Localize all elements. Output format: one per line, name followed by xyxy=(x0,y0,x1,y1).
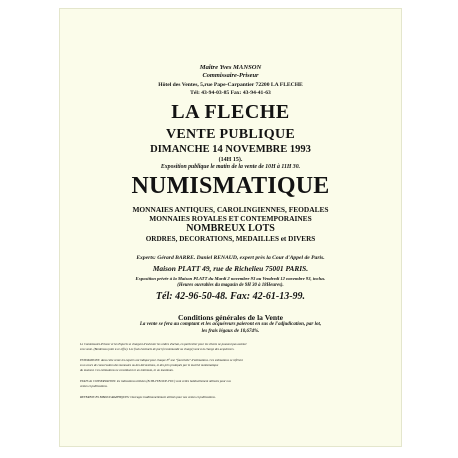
purchase-orders-line-1: Le Commissaire-Priseur et les Experts se chargent d'exécuter les ordres d'achat, en particulier pour les clients ne pouvant pas assister xyxy=(80,342,247,346)
subject-heading: NUMISMATIQUE xyxy=(131,173,330,199)
sale-time: (14H 15). xyxy=(218,157,243,163)
experts-contact: Tél: 42-96-50-48. Fax: 42-61-13-99. xyxy=(155,291,306,302)
conservation-line-2: ventes et publications. xyxy=(80,384,108,388)
conservation-line-1: ETATS de CONSERVATION: les indications utilisées (B-TB-TTB-SUP-FDC) sont celles habituellement utilisées pour nos xyxy=(80,379,231,383)
catalogue-cover-page xyxy=(60,9,401,446)
public-exposition-note: Exposition publique le matin de la vente de 10H à 11H 30. xyxy=(160,164,301,170)
conditions-line-2: les frais légaux de 10,674%. xyxy=(201,329,260,334)
experts-address: Maison PLATT 49, rue de Richelieu 75001 PARIS. xyxy=(152,264,309,273)
city-heading: LA FLECHE xyxy=(171,101,290,123)
conditions-line-1: La vente se fera au comptant et les acquéreurs paieront en sus de l'adjudication, par lot, xyxy=(139,322,322,327)
lots-line-1: MONNAIES ANTIQUES, CAROLINGIENNES, FEODALES xyxy=(132,205,329,214)
auctioneer-name: Maître Yves MANSON xyxy=(199,64,262,71)
bibliography-line: REFERENCES BIBLIOGRAPHIQUES: Ouvrages traditionnellement utilisés pour nos ventes et publications. xyxy=(80,395,216,399)
auction-house-phone: Tél: 43-94-03-85 Fax: 43-94-41-63 xyxy=(190,90,271,96)
estimations-line-2: à un cours de conservation des monnaies ou des décorations, et des prix pratiqués par le marché numismatique xyxy=(80,363,219,367)
lots-headline: NOMBREUX LOTS xyxy=(186,223,275,234)
estimations-line-3: du moment. Ces estimations ne constituent ni un minimum, ni un maximum. xyxy=(80,368,174,372)
auction-house-address: Hôtel des Ventes, 5,rue Pape-Carpantier 72200 LA FLECHE xyxy=(158,82,303,88)
lots-line-2: MONNAIES ROYALES ET CONTEMPORAINES xyxy=(149,214,312,223)
private-exposition-note: Exposition privée à la Maison PLATT du Mardi 2 novembre 93 au Vendredi 12 novembre 93, inclus. xyxy=(135,276,326,281)
sale-date: DIMANCHE 14 NOVEMBRE 1993 xyxy=(150,144,311,155)
conditions-title: Conditions générales de la Vente xyxy=(177,313,284,322)
opening-hours-note: (Heures ouvrables du magasin de 9H 30 à 18Heures). xyxy=(177,283,284,288)
estimations-line-1: ESTIMATIONS: dans cette vente les experts ont indiqué pour chaque N° une "fourchette" d'estimations. Ces estimations se réfèrent xyxy=(80,358,243,362)
purchase-orders-line-2: à la vente. (Bordereau joint à ce offre). Les frais éventuels de port (recommandé ou chargé) sont à la charge des acquéreurs. xyxy=(80,347,235,351)
lots-line-3: ORDRES, DECORATIONS, MEDAILLES et DIVERS xyxy=(145,235,316,243)
experts-line-1: Experts: Gérard BARRE. Daniel RENAUD, expert près la Cour d'Appel de Paris. xyxy=(136,255,325,261)
auctioneer-title: Commissaire-Priseur xyxy=(202,72,259,79)
sale-type-heading: VENTE PUBLIQUE xyxy=(165,127,296,142)
